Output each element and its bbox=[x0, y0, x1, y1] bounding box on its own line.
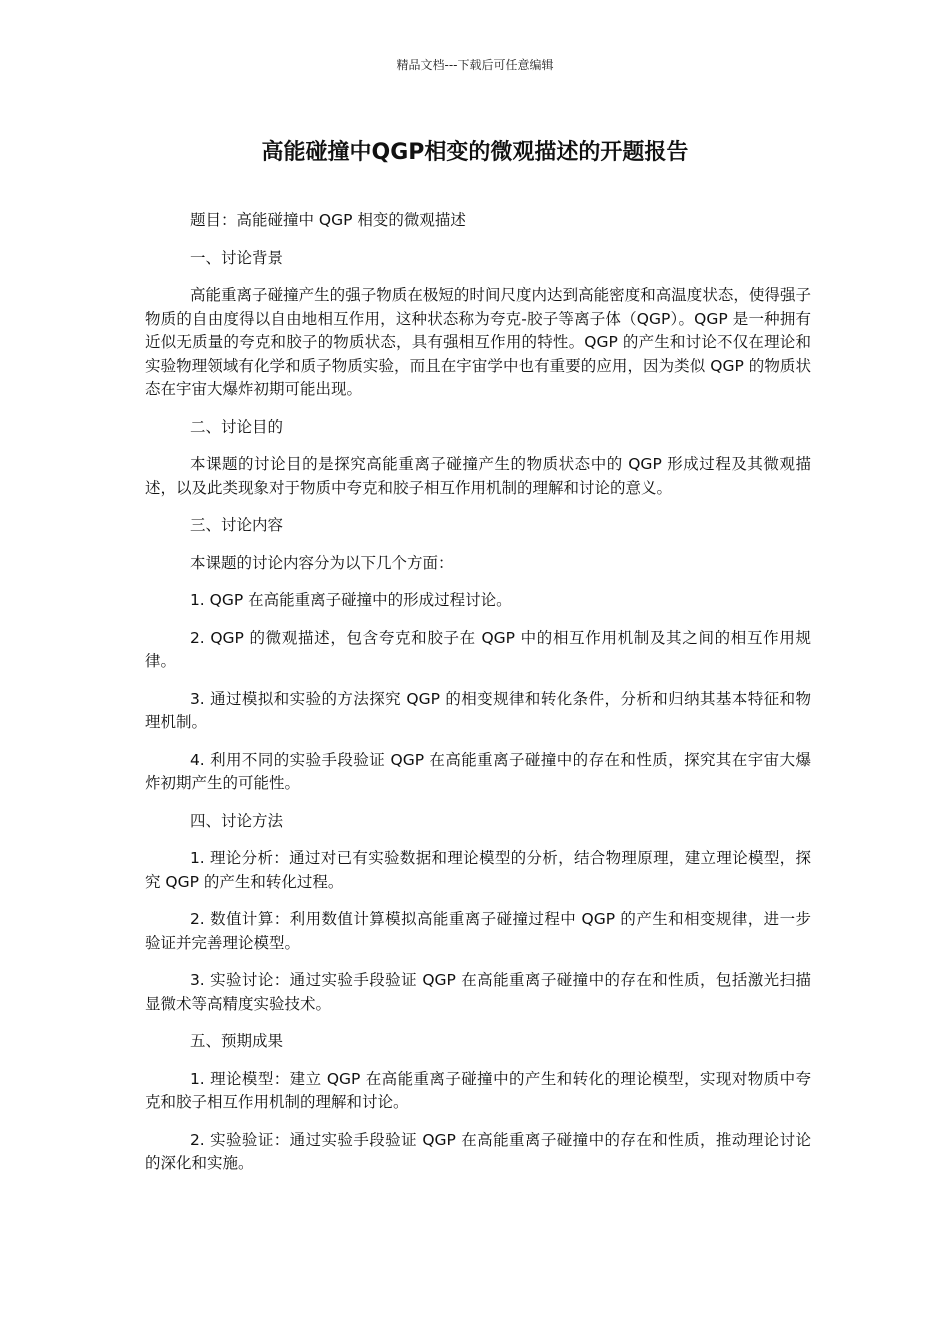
list-item: 2. 实验验证：通过实验手段验证 QGP 在高能重离子碰撞中的存在和性质，推动理论讨论的深化和实施。 bbox=[145, 1130, 811, 1172]
document-title: 高能碰撞中QGP相变的微观描述的开题报告 bbox=[261, 140, 689, 165]
section-heading-content: 三、讨论内容 bbox=[189, 516, 283, 534]
paragraph-background: 高能重离子碰撞产生的强子物质在极短的时间尺度内达到高能密度和高温度状态，使得强子物质的自由度得以自由地相互作用，这种状态称为夸克-胶子等离子体（QGP）。QGP 是一种拥有近似无质量的夸克和胶子的物质状态，具有强相互作用的特性。QGP 的产生和讨论不仅在理论和实验物理领域有化学和质子物质实验，而且在宇宙学中也有重要的应用，因为类似 QGP 的物质状态在宇宙大爆炸初期可能出现。 bbox=[145, 286, 811, 398]
list-item: 1. QGP 在高能重离子碰撞中的形成过程讨论。 bbox=[189, 591, 512, 609]
page-header: 精品文档---下载后可任意编辑 bbox=[396, 58, 554, 72]
topic-line: 题目：高能碰撞中 QGP 相变的微观描述 bbox=[189, 211, 466, 229]
document-body bbox=[145, 209, 811, 1190]
paragraph-purpose: 本课题的讨论目的是探究高能重离子碰撞产生的物质状态中的 QGP 形成过程及其微观描述，以及此类现象对于物质中夸克和胶子相互作用机制的理解和讨论的意义。 bbox=[145, 455, 811, 497]
list-item: 1. 理论分析：通过对已有实验数据和理论模型的分析，结合物理原理，建立理论模型，探究 QGP 的产生和转化过程。 bbox=[145, 849, 811, 891]
list-item: 3. 通过模拟和实验的方法探究 QGP 的相变规律和转化条件，分析和归纳其基本特征和物理机制。 bbox=[145, 689, 811, 731]
section-heading-purpose: 二、讨论目的 bbox=[189, 417, 283, 436]
list-item: 4. 利用不同的实验手段验证 QGP 在高能重离子碰撞中的存在和性质，探究其在宇宙大爆炸初期产生的可能性。 bbox=[145, 750, 811, 792]
list-item: 2. 数值计算：利用数值计算模拟高能重离子碰撞过程中 QGP 的产生和相变规律，进一步验证并完善理论模型。 bbox=[145, 910, 811, 952]
section-heading-background: 一、讨论背景 bbox=[189, 248, 283, 267]
section-heading-methods: 四、讨论方法 bbox=[189, 811, 283, 830]
list-item: 2. QGP 的微观描述，包含夸克和胶子在 QGP 中的相互作用机制及其之间的相互作用规律。 bbox=[145, 628, 811, 670]
section-heading-outcomes: 五、预期成果 bbox=[189, 1032, 283, 1050]
list-item: 1. 理论模型：建立 QGP 在高能重离子碰撞中的产生和转化的理论模型，实现对物质中夸克和胶子相互作用机制的理解和讨论。 bbox=[145, 1069, 811, 1111]
paragraph-content-intro: 本课题的讨论内容分为以下几个方面： bbox=[189, 553, 454, 572]
list-item: 3. 实验讨论：通过实验手段验证 QGP 在高能重离子碰撞中的存在和性质，包括激光扫描显微术等高精度实验技术。 bbox=[145, 971, 811, 1013]
